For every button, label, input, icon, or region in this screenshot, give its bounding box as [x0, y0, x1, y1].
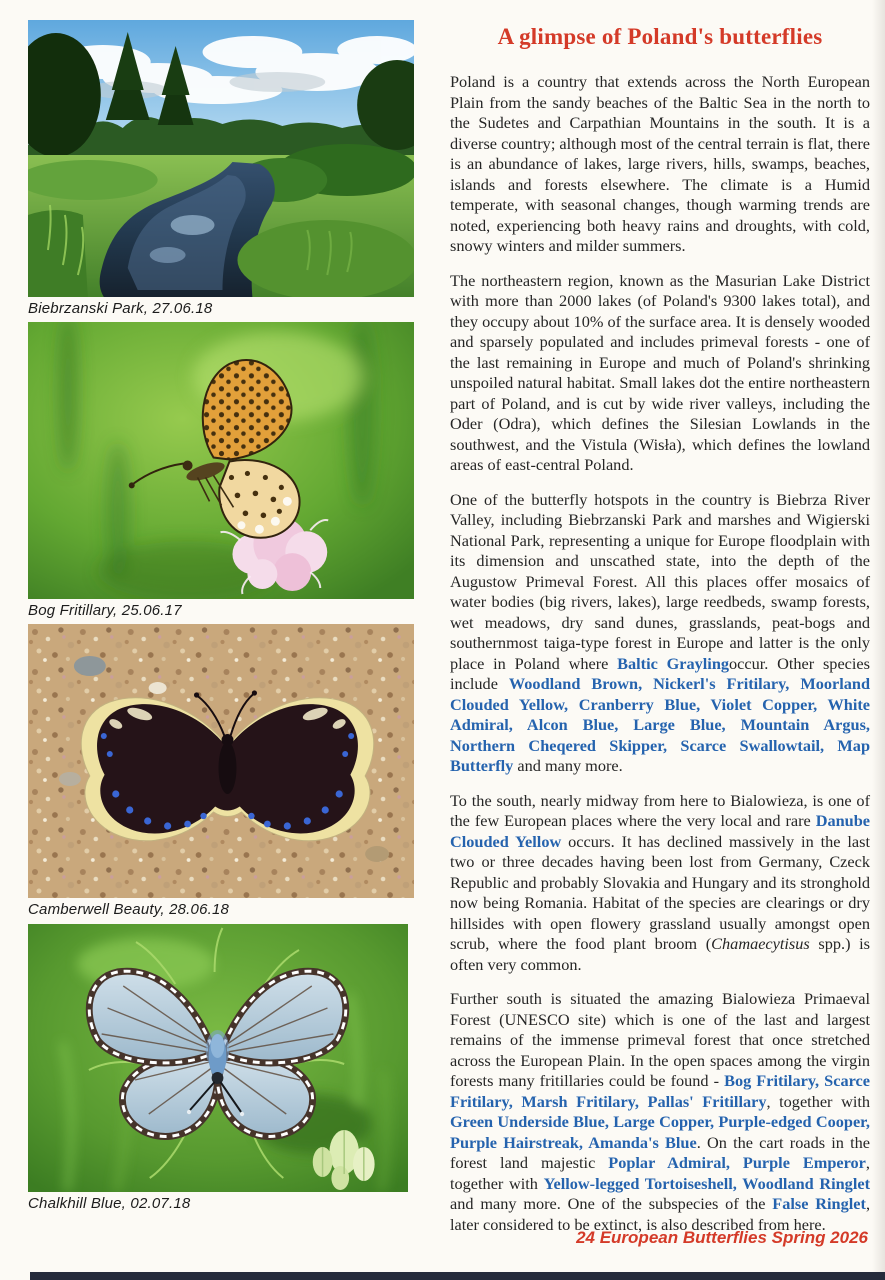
scan-edge-right [872, 0, 885, 1280]
page-footer: 24 European Butterflies Spring 2026 [576, 1228, 868, 1247]
article-title: A glimpse of Poland's butterflies [497, 24, 823, 49]
photo-camberwell-beauty [28, 624, 414, 898]
photo-biebrzanski-park [28, 20, 414, 297]
figure-biebrzanski-park [28, 20, 414, 319]
figure-chalkhill-blue [28, 924, 408, 1214]
paragraph-masurian-lakes: The northeastern region, known as the Masurian Lake District with more than 2000 lakes (of Poland's 9300 lakes total), and they occupy about 10% of the surface area. It is densely wooded and sparsely populated and includes primeval forests - one of the last remaining in Europe and much of Poland's shrinking unspoiled natural habitat. Small lakes dot the entire northeastern part of Poland, and is cut by wide river valleys, including the Oder (Odra), which defines the Silesian Lowlands in the southwest, and the Vistula (Wisła), which defines the lowland areas of east-central Poland. [450, 270, 870, 474]
photo-chalkhill-blue [28, 924, 408, 1192]
camberwell-beauty-illustration [28, 624, 414, 898]
photo-caption-biebrzanski-park: Biebrzanski Park, 27.06.18 [28, 300, 213, 317]
paragraph-biebrza-valley: One of the butterfly hotspots in the country is Biebrza River Valley, including Biebrzanski Park and marshes and Wigierski National Park, representing a unique for Europe floodplain with its dimension and unscathed state, into the depth of the Augustow Primeval Forest. All this places offer mosaics of water bodies (big rivers, lakes), large reedbeds, swamp forests, wet meadows, dry sand dunes, grasslands, peat-bogs and southernmost taiga-type forest in Europe and latter is the only place in Poland where Baltic Graylingoccur. Other species include Woodland Brown, Nickerl's Fritilary, Moorland Clouded Yellow, Cranberry Blue, Violet Copper, White Admiral, Alcon Blue, Large Blue, Mountain Argus, Northern Cheqered Skipper, Scarce Swallowtail, Map Butterfly and many more. [450, 489, 870, 775]
paragraph-bialowieza: Further south is situated the amazing Bialowieza Primaeval Forest (UNESCO site) which is one of the last and largest remains of the immense primeval forest that once stretched across the European Plain. In the open spaces among the virgin forests many fritillaries could be found - Bog Fritilary, Scarce Fritilary, Marsh Fritilary, Pallas' Fritillary, together with Green Underside Blue, Large Copper, Purple-edged Cooper, Purple Hairstreak, Amanda's Blue. On the cart roads in the forest land majestic Poplar Admiral, Purple Emperor, together with Yellow-legged Tortoiseshell, Woodland Ringlet and many more. One of the subspecies of the False Ringlet, later considered to be extinct, is also described from here. [450, 989, 871, 1234]
scan-edge-bottom [30, 1272, 885, 1280]
figure-bog-fritillary [28, 322, 414, 621]
river-landscape-illustration [28, 20, 414, 297]
paragraph-intro: Poland is a country that extends across the North European Plain from the sandy beaches of the Baltic Sea in the north to the Sudetes and Carpathian Mountains in the south. It is a diverse country; although most of the central terrain is flat, there is an abundance of lakes, large rivers, hills, swamps, beaches, islands and forests elsewhere. The climate is a Humid temperate, with seasonal changes, though warming trends are noted, experiencing both heavy rains and droughts, with cold, snowy winters and milder summers. [450, 72, 871, 255]
fritillary-butterfly-illustration [28, 322, 414, 599]
photo-bog-fritillary [28, 322, 414, 599]
paragraph-danube-clouded-yellow: To the south, nearly midway from here to Bialowieza, is one of the few European places where the very local and rare Danube Clouded Yellow occurs. It has declined massively in the last two or three decades having been lost from Germany, Czeck Republic and probably Slovakia and Hungary and its stronghold now being Romania. Habitat of the species are clearings or dry hillsides with open flowery grassland usually amongst open scrub, where the food plant broom (Chamaecytisus spp.) is often very common. [450, 790, 871, 974]
photo-caption-camberwell-beauty: Camberwell Beauty, 28.06.18 [28, 901, 230, 918]
article-column [450, 24, 870, 1249]
figure-camberwell-beauty [28, 624, 414, 920]
chalkhill-blue-illustration [28, 924, 408, 1192]
photo-caption-bog-fritillary: Bog Fritillary, 25.06.17 [28, 602, 182, 619]
photo-caption-chalkhill-blue: Chalkhill Blue, 02.07.18 [28, 1195, 191, 1212]
